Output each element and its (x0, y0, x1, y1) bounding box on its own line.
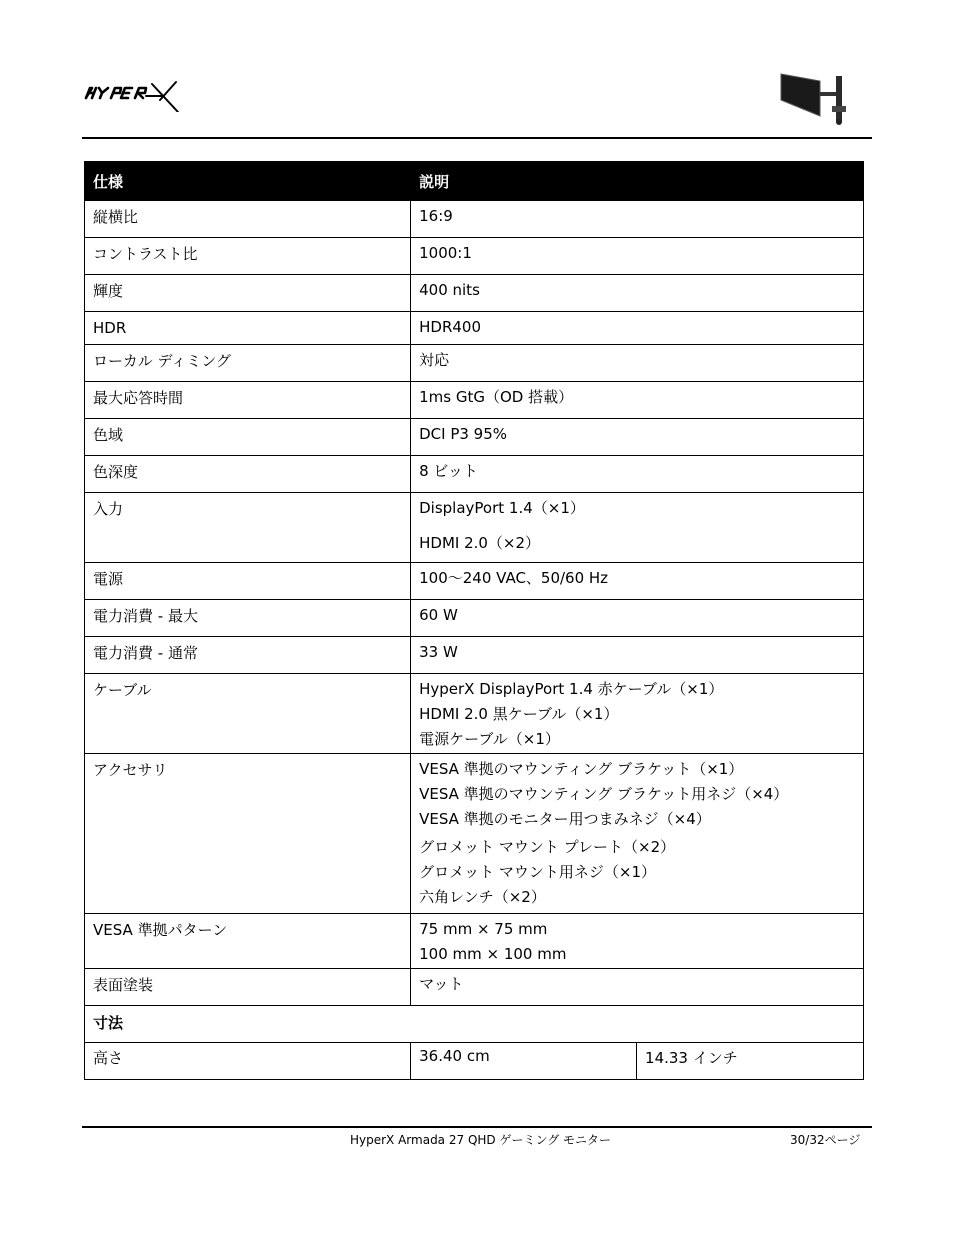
spec-name: ローカル ディミング (93, 352, 231, 370)
spec-value-cell (411, 275, 864, 312)
footer-divider (82, 1126, 872, 1128)
spec-value-cell (411, 312, 864, 345)
spec-name: アクセサリ (93, 761, 168, 779)
table-row (85, 754, 864, 914)
spec-value: 8 ビット (419, 462, 478, 480)
spec-name: 表面塗装 (93, 976, 154, 994)
header-spec: 仕様 (85, 162, 411, 201)
spec-name-cell (85, 312, 411, 345)
spec-value-cell (411, 238, 864, 275)
table-row (85, 275, 864, 312)
table-row (85, 456, 864, 493)
spec-name-cell (85, 382, 411, 419)
spec-name-cell (85, 201, 411, 238)
spec-name: 入力 (93, 500, 124, 518)
spec-name: ケーブル (93, 681, 152, 699)
table-row (85, 600, 864, 637)
spec-value: 60 W (419, 606, 458, 624)
spec-value: 対応 (419, 351, 450, 369)
spec-value: 400 nits (419, 281, 480, 299)
table-row (85, 238, 864, 275)
spec-value-cell (411, 456, 864, 493)
spec-value-cell (411, 345, 864, 382)
spec-name-cell (85, 969, 411, 1006)
spec-value-cell (411, 754, 864, 914)
spec-value-cell (411, 600, 864, 637)
spec-name: 縦横比 (93, 208, 139, 226)
spec-value: 33 W (419, 643, 458, 661)
spec-name-cell (85, 493, 411, 563)
spec-name-cell (85, 345, 411, 382)
table-row (85, 201, 864, 238)
spec-value: 100〜240 VAC、50/60 Hz (419, 569, 609, 587)
spec-table (84, 161, 864, 1080)
table-row (85, 493, 864, 563)
hyperx-logo-icon (84, 80, 182, 112)
monitor-arm-icon (778, 70, 852, 126)
section-label: 寸法 (85, 1006, 864, 1043)
spec-value: VESA 準拠のマウンティング ブラケット（×1） (419, 760, 744, 778)
spec-value: HDMI 2.0 黒ケーブル（×1） (419, 705, 619, 723)
spec-name-cell (85, 419, 411, 456)
spec-name: 高さ (85, 1043, 411, 1080)
spec-value: 電源ケーブル（×1） (419, 730, 560, 748)
spec-name-cell (85, 754, 411, 914)
spec-name: 輝度 (93, 282, 124, 300)
spec-value: DCI P3 95% (419, 425, 508, 443)
spec-value: HDMI 2.0（×2） (419, 534, 541, 552)
header-divider (82, 137, 872, 139)
spec-value-cell (411, 493, 864, 563)
spec-name: 電力消費 - 最大 (93, 607, 198, 625)
table-row (85, 969, 864, 1006)
spec-name-cell (85, 563, 411, 600)
spec-value: 75 mm × 75 mm (419, 920, 548, 938)
spec-name-cell (85, 637, 411, 674)
spec-name: 色深度 (93, 463, 139, 481)
spec-value: HDR400 (419, 318, 481, 336)
spec-name-cell (85, 914, 411, 969)
table-row (85, 1043, 864, 1080)
spec-name-cell (85, 238, 411, 275)
spec-name: HDR (93, 319, 127, 337)
spec-value-cell (411, 969, 864, 1006)
spec-value: 100 mm × 100 mm (419, 945, 567, 963)
spec-value: DisplayPort 1.4（×1） (419, 499, 585, 517)
spec-value-cell (411, 914, 864, 969)
spec-name-cell (85, 456, 411, 493)
spec-name: 電力消費 - 通常 (93, 644, 198, 662)
spec-name-cell (85, 275, 411, 312)
spec-value: 六角レンチ（×2） (419, 888, 546, 906)
spec-value-cell (411, 563, 864, 600)
table-row (85, 563, 864, 600)
dimension-imperial: 14.33 インチ (637, 1043, 864, 1080)
section-row (85, 1006, 864, 1043)
spec-value-cell (411, 382, 864, 419)
page-number: 30/32ページ (790, 1133, 861, 1147)
spec-value: グロメット マウント用ネジ（×1） (419, 863, 656, 881)
spec-name: 色域 (93, 426, 124, 444)
spec-value: VESA 準拠のモニター用つまみネジ（×4） (419, 810, 711, 828)
spec-value: 16:9 (419, 207, 453, 225)
page-header (0, 0, 954, 140)
table-header-row (85, 162, 864, 201)
header-description: 説明 (411, 162, 864, 201)
spec-name: コントラスト比 (93, 245, 198, 263)
table-row (85, 382, 864, 419)
spec-value-cell (411, 637, 864, 674)
spec-value-cell (411, 674, 864, 754)
spec-name: 最大応答時間 (93, 389, 184, 407)
footer-title: HyperX Armada 27 QHD ゲーミング モニター (350, 1133, 612, 1147)
spec-value: 1000:1 (419, 244, 472, 262)
spec-name-cell (85, 600, 411, 637)
table-row (85, 674, 864, 754)
spec-value: 1ms GtG（OD 搭載） (419, 388, 574, 406)
spec-value-cell (411, 201, 864, 238)
spec-value: グロメット マウント プレート（×2） (419, 838, 676, 856)
spec-name-cell (85, 674, 411, 754)
spec-name: VESA 準拠パターン (93, 921, 228, 939)
spec-value: HyperX DisplayPort 1.4 赤ケーブル（×1） (419, 680, 724, 698)
spec-value-cell (411, 419, 864, 456)
table-row (85, 637, 864, 674)
table-row (85, 419, 864, 456)
spec-value: マット (419, 975, 464, 993)
spec-value: VESA 準拠のマウンティング ブラケット用ネジ（×4） (419, 785, 789, 803)
dimension-metric: 36.40 cm (411, 1043, 637, 1080)
table-row (85, 312, 864, 345)
table-row (85, 914, 864, 969)
spec-name: 電源 (93, 570, 124, 588)
table-row (85, 345, 864, 382)
